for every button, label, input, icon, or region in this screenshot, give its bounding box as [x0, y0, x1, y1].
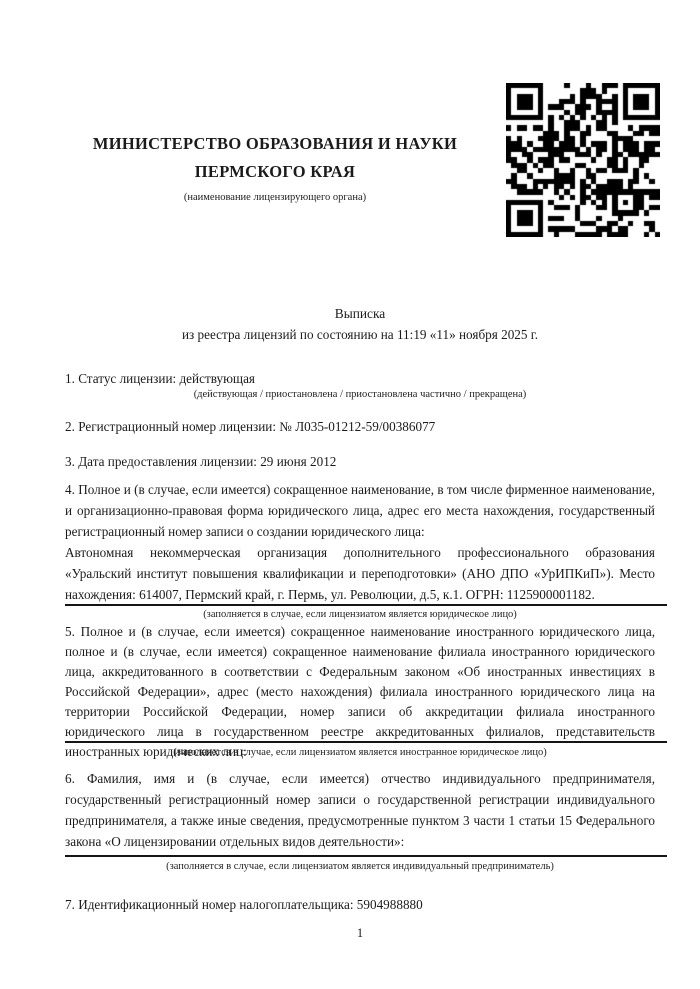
- ministry-name-line2: ПЕРМСКОГО КРАЯ: [194, 161, 356, 181]
- ministry-name-line1: МИНИСТЕРСТВО ОБРАЗОВАНИЯ И НАУКИ: [92, 134, 458, 153]
- foreign-entity-caption: (заполняется в случае, если лицензиатом является иностранное юридическое лицо): [173, 747, 547, 758]
- page-number: 1: [356, 926, 364, 940]
- licensing-authority-caption: (наименование лицензирующего органа): [183, 192, 367, 203]
- legal-entity-caption: (заполняется в случае, если лицензиатом является юридическое лицо): [203, 609, 517, 620]
- entrepreneur-label: 6. Фамилия, имя и (в случае, если имеется) отчество индивидуального предпринимателя, государственный регистрационный номер записи о государственной регистрации индивидуального предпринимателя, а также иные сведения, предусмотренные пунктом 3 части 1 статьи 15 Федерального закона «О лицензировании отдельных видов деятельности»:: [65, 771, 655, 849]
- qr-code-icon: [506, 83, 660, 237]
- entrepreneur-underline: [65, 855, 667, 857]
- taxpayer-number-line: 7. Идентификационный номер налогоплательщика: 5904988880: [65, 897, 423, 912]
- license-status-line: 1. Статус лицензии: действующая: [65, 371, 256, 386]
- legal-entity-section: [65, 479, 655, 605]
- grant-date-line: 3. Дата предоставления лицензии: 29 июня 2012: [65, 454, 337, 469]
- license-status-options-caption: (действующая / приостановлена / приостановлена частично / прекращена): [193, 389, 527, 400]
- registration-number-line: 2. Регистрационный номер лицензии: № Л035-01212-59/00386077: [65, 419, 436, 434]
- foreign-entity-label: 5. Полное и (в случае, если имеется) сокращенное наименование иностранного юридического лица, полное и (в случае, если имеется) сокращенное наименование филиала иностранного юридического лица, аккредитованного в соответствии с Федеральным законом «Об иностранных инвестициях в Российской Федерации», адрес (место нахождения) филиала иностранного юридического лица на территории Российской Федерации, номер записи об аккредитации филиала иностранного юридического лица в государственном реестре аккредитованных филиалов, представительств иностранных юридических лиц:: [65, 624, 655, 759]
- document-title-block: [65, 304, 655, 345]
- legal-entity-underline: [65, 604, 667, 606]
- qr-code-canvas: [506, 83, 660, 237]
- document-title: Выписка: [334, 306, 386, 321]
- legal-entity-label: 4. Полное и (в случае, если имеется) сокращенное наименование, в том числе фирменное наименование, и организационно-правовая форма юридического лица, адрес его места нахождения, государственный регистрационный номер записи о создании юридического лица:: [65, 482, 655, 539]
- foreign-entity-underline: [65, 741, 667, 743]
- entrepreneur-caption: (заполняется в случае, если лицензиатом является индивидуальный предприниматель): [166, 861, 554, 872]
- licensing-authority-header: [60, 130, 490, 203]
- document-subtitle: из реестра лицензий по состоянию на 11:19 «11» ноября 2025 г.: [181, 326, 539, 342]
- legal-entity-value: Автономная некоммерческая организация дополнительного профессионального образования «Уральский институт повышения квалификации и переподготовки» (АНО ДПО «УрИПКиП»). Место нахождения: 614007, Пермский край, г. Пермь, ул. Революции, д.5, к.1. ОГРН: 1125900001182.: [65, 545, 655, 602]
